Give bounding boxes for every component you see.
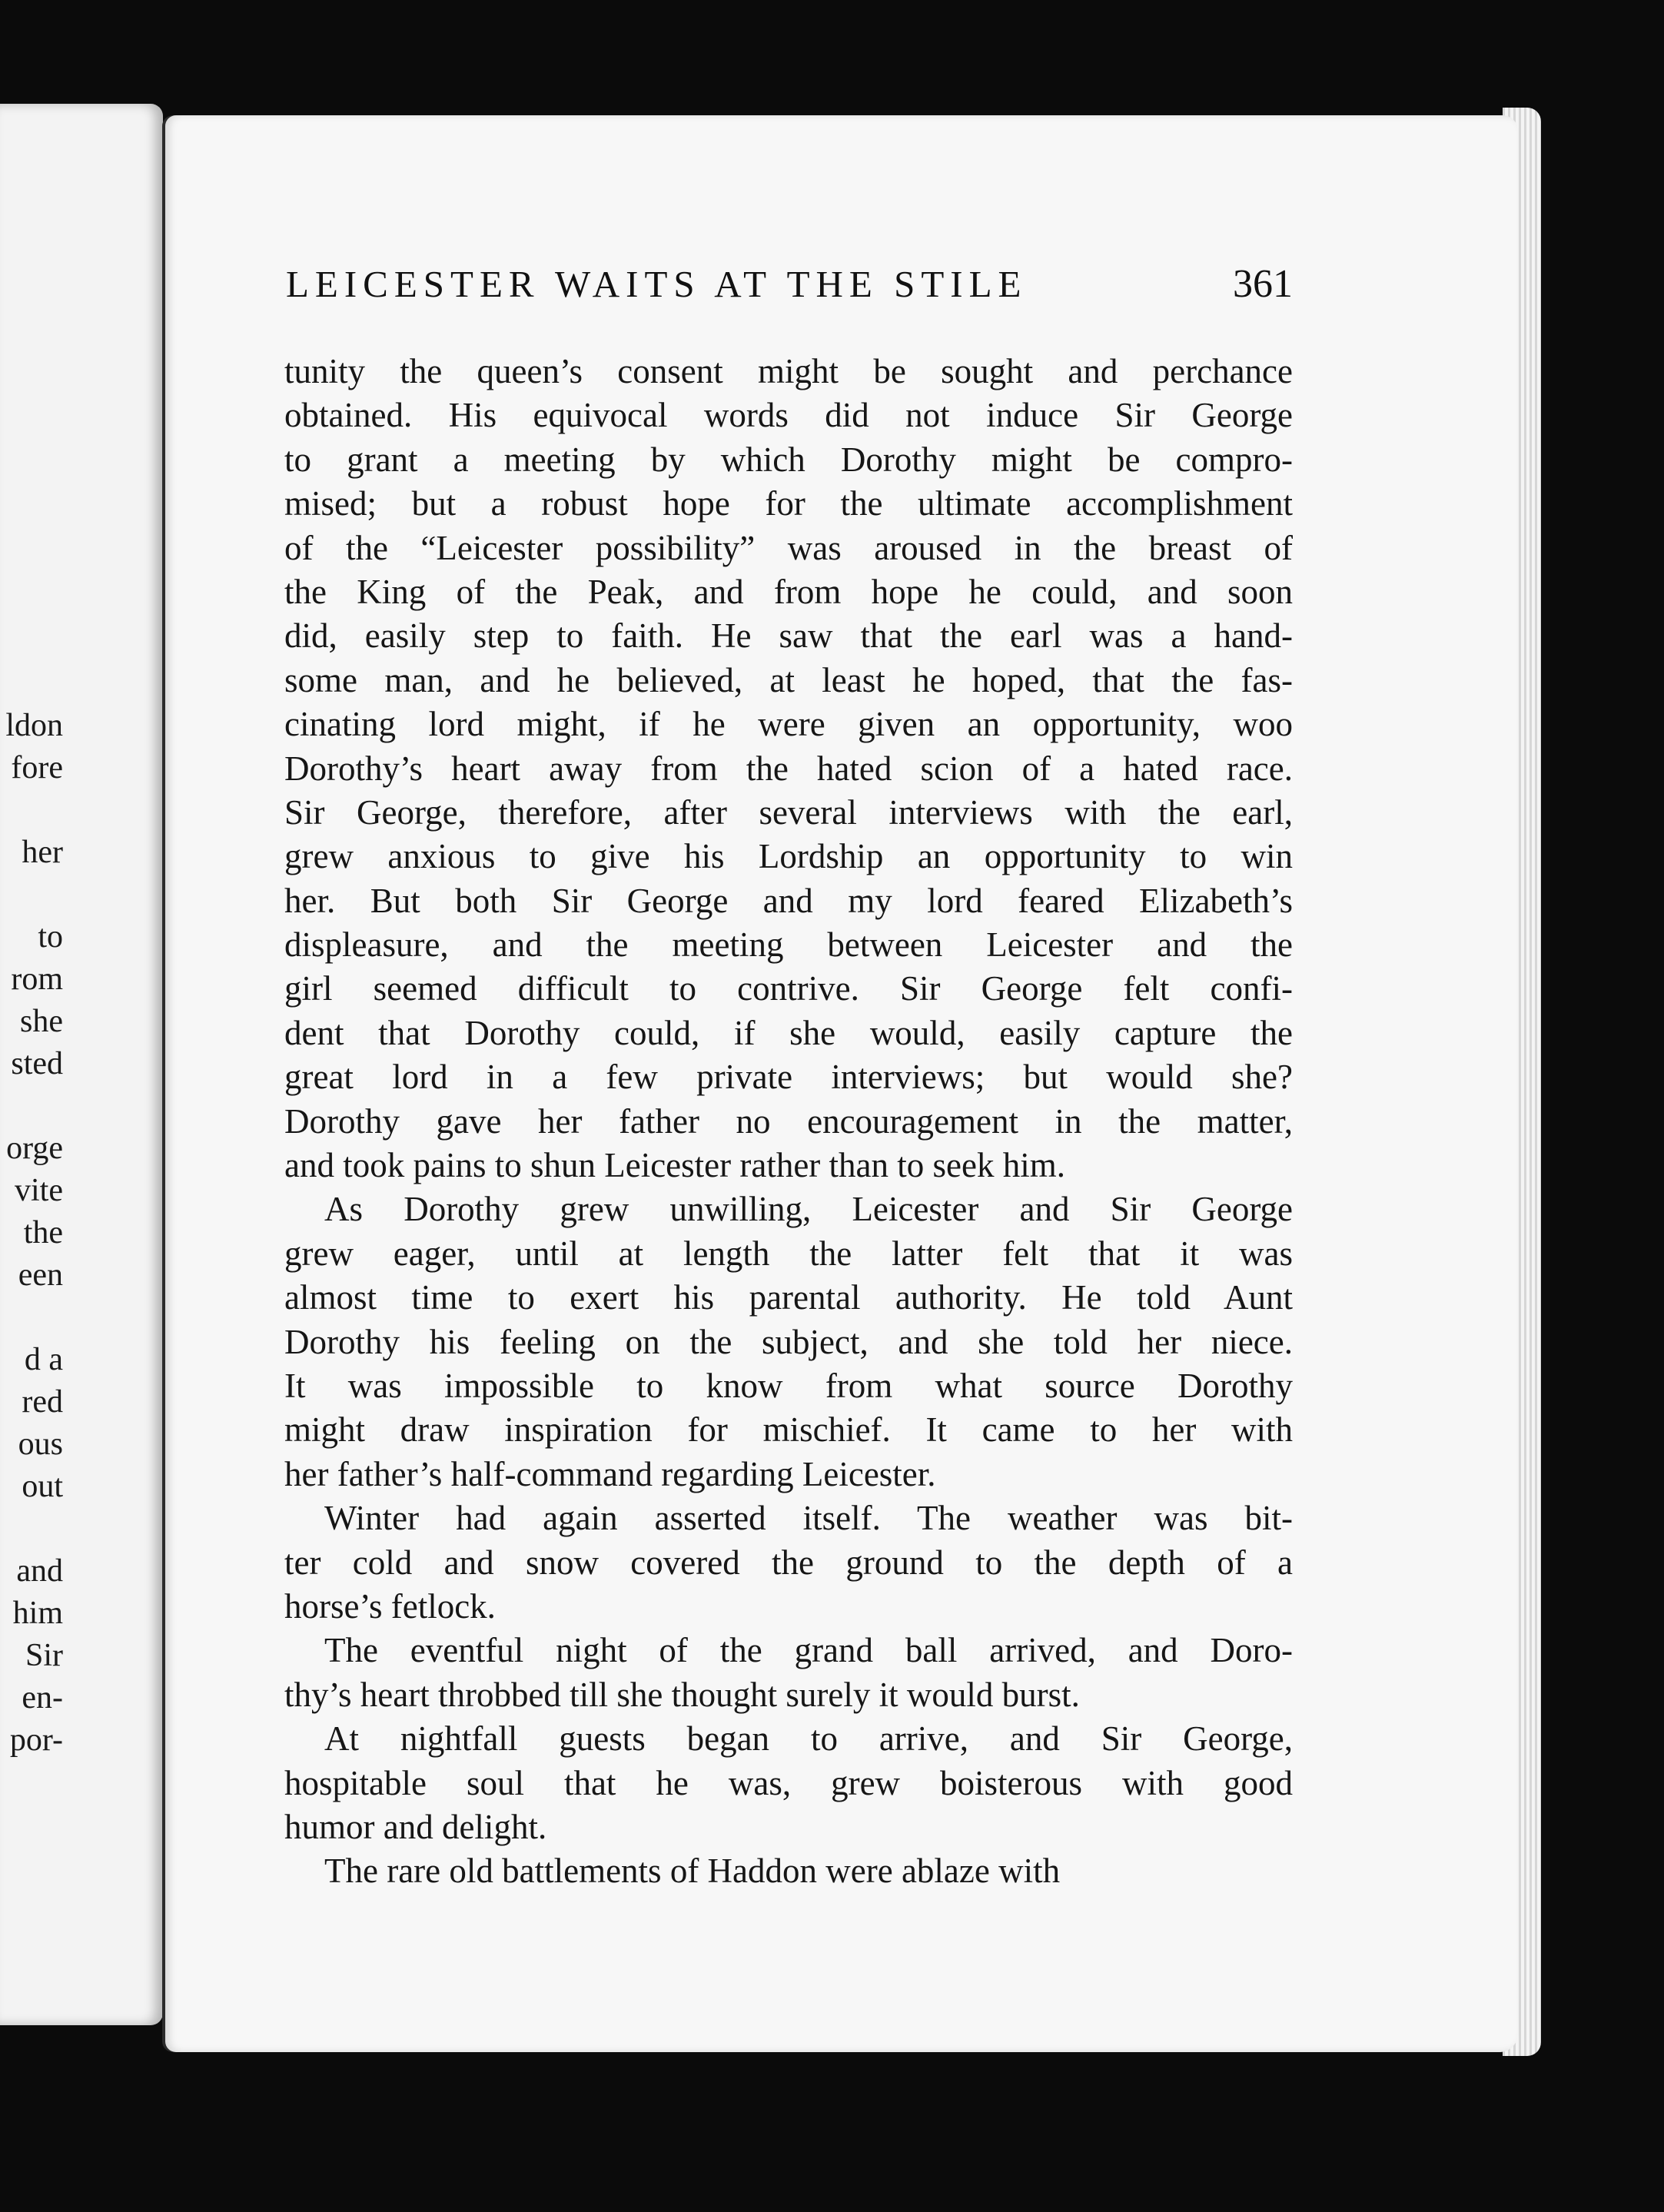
text-line: Dorothy his feeling on the subject, and she told her niece. (284, 1322, 1293, 1361)
text-line: hospitable soul that he was, grew boisterous with good (284, 1763, 1293, 1802)
text-line: her. But both Sir George and my lord feared Elizabeth’s (284, 881, 1293, 920)
text-line: At nightfall guests began to arrive, and Sir George, (324, 1719, 1293, 1759)
facing-page-fragment: him (12, 1596, 63, 1631)
text-line: grew anxious to give his Lordship an opportunity to win (284, 837, 1293, 876)
facing-page-fragment: orge (6, 1131, 63, 1166)
facing-page-fragment: d a (24, 1342, 63, 1377)
text-line: of the “Leicester possibility” was aroused in the breast of (284, 528, 1293, 567)
facing-page-fragment: rom (11, 962, 63, 997)
facing-page-fragment: her (22, 835, 63, 870)
facing-page-fragment: ldon (5, 708, 63, 743)
text-line: horse’s fetlock. (284, 1586, 496, 1626)
text-line: almost time to exert his parental authority. He told Aunt (284, 1278, 1293, 1317)
text-line: grew eager, until at length the latter felt that it was (284, 1234, 1293, 1273)
facing-page-fragment: out (22, 1469, 63, 1504)
facing-page-fragment: the (23, 1215, 63, 1250)
text-line: humor and delight. (284, 1807, 547, 1846)
text-line: Winter had again asserted itself. The weather was bit- (324, 1499, 1293, 1538)
text-line: the King of the Peak, and from hope he could, and soon (284, 572, 1293, 611)
text-line: her father’s half-command regarding Leicester. (284, 1454, 936, 1493)
text-line: mised; but a robust hope for the ultimate accomplishment (284, 484, 1293, 523)
text-line: Dorothy gave her father no encouragement in the matter, (284, 1101, 1293, 1141)
facing-page-fragment: to (38, 919, 63, 955)
text-line: and took pains to shun Leicester rather than to seek him. (284, 1146, 1065, 1185)
text-line: obtained. His equivocal words did not induce Sir George (284, 396, 1293, 435)
text-line: It was impossible to know from what source Dorothy (284, 1366, 1293, 1405)
text-line: girl seemed difficult to contrive. Sir George felt confi- (284, 969, 1293, 1008)
text-line: Sir George, therefore, after several interviews with the earl, (284, 792, 1293, 832)
text-line: dent that Dorothy could, if she would, easily capture the (284, 1013, 1293, 1052)
text-line: As Dorothy grew unwilling, Leicester and Sir George (324, 1190, 1293, 1229)
text-line: tunity the queen’s consent might be sought and perchance (284, 352, 1293, 390)
facing-page-fragment: por- (9, 1722, 63, 1758)
body-text (284, 350, 1293, 1894)
page-number: 361 (1233, 262, 1293, 306)
facing-page-fragment: red (22, 1384, 63, 1420)
text-line: thy’s heart throbbed till she thought surely it would burst. (284, 1675, 1080, 1714)
facing-page-fragment: vite (15, 1173, 63, 1208)
chapter-title: LEICESTER WAITS AT THE STILE (286, 263, 1028, 305)
text-line: cinating lord might, if he were given an opportunity, woo (284, 705, 1293, 744)
text-line: ter cold and snow covered the ground to the depth of a (284, 1543, 1293, 1582)
facing-page (0, 104, 163, 2025)
text-line: might draw inspiration for mischief. It came to her with (284, 1410, 1293, 1450)
facing-page-fragment: Sir (25, 1638, 63, 1673)
text-line: The eventful night of the grand ball arrived, and Doro- (324, 1631, 1293, 1670)
running-head (286, 261, 1293, 307)
text-line: some man, and he believed, at least he hoped, that the fas- (284, 660, 1293, 699)
facing-page-fragment: sted (11, 1046, 63, 1081)
facing-page-fragment: een (18, 1257, 63, 1293)
text-line: to grant a meeting by which Dorothy might be compro- (284, 440, 1293, 479)
text-line: Dorothy’s heart away from the hated scion of a hated race. (284, 749, 1293, 788)
facing-page-fragment: fore (11, 750, 63, 785)
facing-page-fragment: ous (18, 1427, 63, 1462)
facing-page-fragment: and (16, 1553, 63, 1589)
text-line: great lord in a few private interviews; but would she? (284, 1058, 1293, 1097)
text-line: displeasure, and the meeting between Leicester and the (284, 925, 1293, 965)
facing-page-fragment: she (20, 1004, 63, 1039)
facing-page-fragment: en- (22, 1680, 63, 1715)
text-line: did, easily step to faith. He saw that the earl was a hand- (284, 616, 1293, 656)
text-line: The rare old battlements of Haddon were ablaze with (324, 1852, 1061, 1891)
